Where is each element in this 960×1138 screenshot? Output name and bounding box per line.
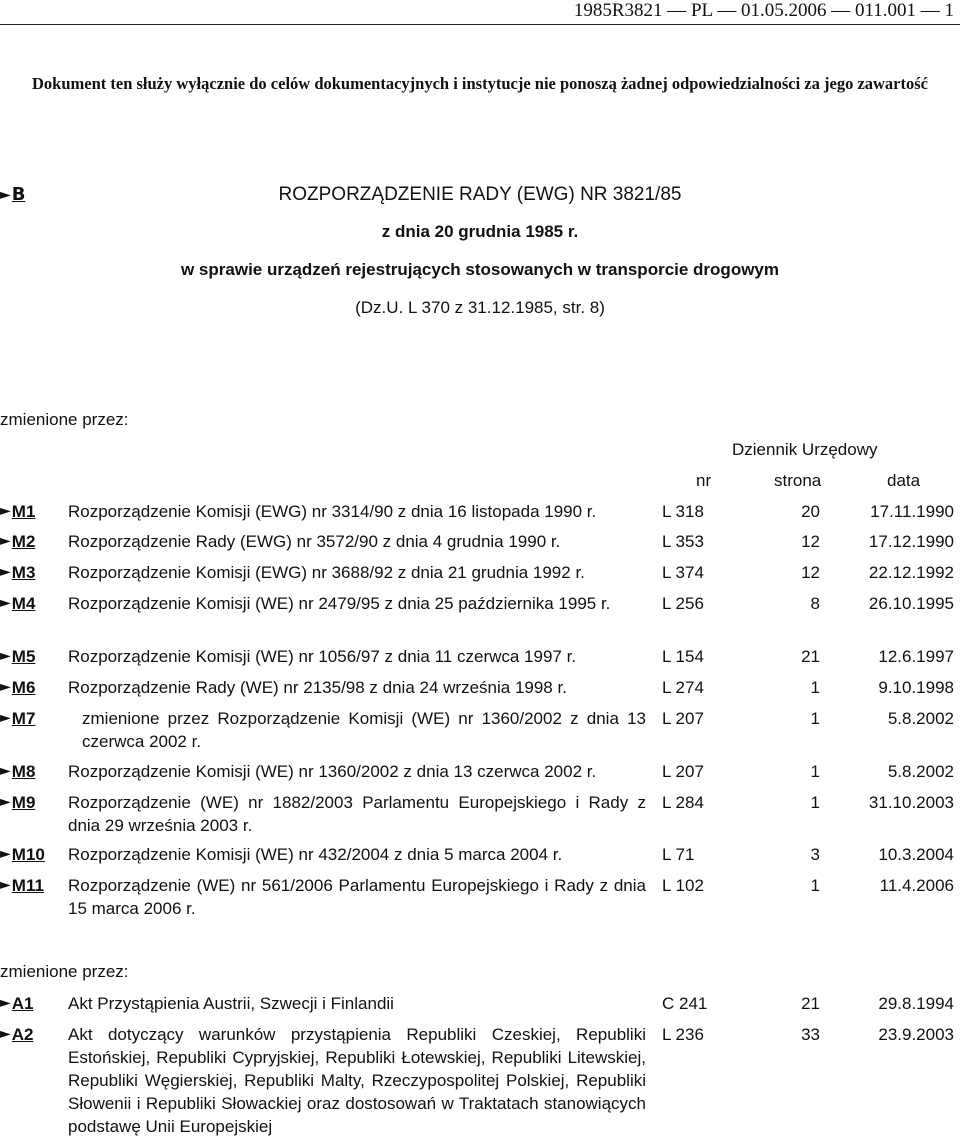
journal-date: 29.8.1994	[878, 994, 954, 1013]
amendment-description: zmienione przez Rozporządzenie Komisji (WE) nr 1360/2002 z dnia 13 czerwca 2002 r.	[82, 709, 646, 751]
journal-page: 21	[801, 994, 820, 1013]
journal-page: 8	[810, 594, 820, 613]
triangle-right-icon: ►	[0, 503, 11, 519]
amendment-description: Rozporządzenie Rady (WE) nr 2135/98 z dnia 24 września 1998 r.	[68, 678, 567, 697]
triangle-right-icon: ►	[0, 763, 11, 779]
journal-number: L 207	[662, 709, 704, 728]
journal-number: L 274	[662, 678, 704, 697]
journal-number: L 256	[662, 594, 704, 613]
triangle-right-icon: ►	[0, 710, 11, 726]
journal-page: 1	[810, 678, 820, 697]
journal-page: 12	[801, 532, 820, 551]
journal-page: 1	[810, 762, 820, 781]
triangle-right-icon: ►	[0, 1026, 11, 1042]
journal-date: 10.3.2004	[878, 845, 954, 864]
amendment-marker[interactable]	[0, 992, 34, 1015]
triangle-right-icon: ►	[0, 794, 11, 810]
journal-date: 17.12.1990	[868, 532, 954, 551]
marker-link[interactable]: A2	[11, 1025, 34, 1044]
base-marker-link[interactable]: B	[11, 184, 26, 205]
marker-link[interactable]: M5	[11, 647, 36, 666]
journal-page: 1	[810, 876, 820, 895]
journal-page: 1	[810, 793, 820, 812]
amendment-marker[interactable]	[0, 843, 45, 866]
triangle-right-icon: ►	[0, 679, 11, 695]
marker-link[interactable]: A1	[11, 994, 34, 1013]
journal-date: 5.8.2002	[887, 762, 954, 781]
amendment-marker[interactable]	[0, 791, 35, 814]
amendment-description: Rozporządzenie Komisji (WE) nr 1056/97 z dnia 11 czerwca 1997 r.	[68, 647, 577, 666]
marker-link[interactable]: M2	[11, 532, 36, 551]
journal-page: 3	[810, 845, 820, 864]
amendment-description: Rozporządzenie (WE) nr 1882/2003 Parlamentu Europejskiego i Rady z dnia 29 września 2003 r.	[68, 793, 646, 835]
column-data: data	[887, 471, 921, 490]
amendment-description: Rozporządzenie Komisji (WE) nr 432/2004 z dnia 5 marca 2004 r.	[68, 845, 563, 864]
marker-link[interactable]: M11	[11, 876, 44, 895]
journal-number: L 102	[662, 876, 704, 895]
journal-number: L 318	[662, 502, 704, 521]
amendment-description: Rozporządzenie Komisji (WE) nr 2479/95 z dnia 25 października 1995 r.	[68, 594, 611, 613]
journal-number: C 241	[662, 994, 708, 1013]
marker-link[interactable]: M9	[11, 793, 36, 812]
amendment-marker[interactable]	[0, 1023, 34, 1046]
journal-date: 11.4.2006	[879, 876, 954, 895]
amendment-marker[interactable]	[0, 561, 35, 584]
amendment-description: Akt Przystąpienia Austrii, Szwecji i Finlandii	[68, 994, 394, 1013]
marker-link[interactable]: M6	[11, 678, 36, 697]
amendment-description: Rozporządzenie (WE) nr 561/2006 Parlamentu Europejskiego i Rady z dnia 15 marca 2006 r.	[68, 876, 646, 918]
amendment-marker[interactable]	[0, 500, 35, 523]
regulation-date: z dnia 20 grudnia 1985 r.	[381, 222, 579, 241]
amendment-description: Rozporządzenie Rady (EWG) nr 3572/90 z dnia 4 grudnia 1990 r.	[68, 532, 561, 551]
marker-link[interactable]: M4	[11, 594, 36, 613]
amendment-description: Akt dotyczący warunków przystąpienia Republiki Czeskiej, Republiki Estońskiej, Republiki Cypryjskiej, Republiki Łotewskiej, Republiki Litewskiej, Republiki Węgierskiej, Republiki Malty, Rzeczypospolitej Polskiej, Republiki Słowenii i Republiki Słowackiej oraz dostosowań w Traktatach stanowiących podstawę Unii Europejskiej	[68, 1025, 646, 1136]
journal-date: 31.10.2003	[868, 793, 954, 812]
journal-page: 12	[801, 563, 820, 582]
journal-page: 21	[801, 647, 820, 666]
triangle-right-icon: ►	[0, 648, 11, 664]
triangle-right-icon: ►	[0, 564, 11, 580]
amendment-marker[interactable]	[0, 760, 35, 783]
journal-number: L 284	[662, 793, 704, 812]
marker-link[interactable]: M10	[11, 845, 45, 864]
marker-link[interactable]: M7	[11, 709, 36, 728]
journal-number: L 236	[662, 1025, 704, 1044]
header-divider	[0, 24, 960, 25]
amendment-marker[interactable]	[0, 645, 35, 668]
journal-page: 33	[801, 1025, 820, 1044]
triangle-right-icon: ►	[0, 595, 11, 611]
amendment-marker[interactable]	[0, 874, 44, 897]
column-nr: nr	[696, 471, 712, 490]
column-strona: strona	[774, 471, 822, 490]
journal-number: L 154	[662, 647, 704, 666]
regulation-reference: (Dz.U. L 370 z 31.12.1985, str. 8)	[355, 298, 605, 317]
document-header: 1985R3821 — PL — 01.05.2006 — 011.001 — 1	[573, 0, 954, 21]
journal-date: 26.10.1995	[868, 594, 954, 613]
journal-page: 20	[801, 502, 820, 521]
disclaimer: Dokument ten służy wyłącznie do celów dokumentacyjnych i instytucje nie ponoszą żadnej odpowiedzialności za jego zawartość	[32, 74, 928, 93]
journal-date: 12.6.1997	[878, 647, 954, 666]
regulation-subject: w sprawie urządzeń rejestrujących stosowanych w transporcie drogowym	[180, 260, 779, 279]
amendment-marker[interactable]	[0, 676, 35, 699]
triangle-right-icon: ►	[0, 877, 11, 893]
regulation-title: ROZPORZĄDZENIE RADY (EWG) NR 3821/85	[278, 184, 682, 205]
amended-by-label: zmienione przez:	[0, 410, 129, 429]
triangle-right-icon: ►	[0, 846, 11, 862]
triangle-right-icon: ►	[0, 533, 11, 549]
amendment-description: Rozporządzenie Komisji (EWG) nr 3688/92 z dnia 21 grudnia 1992 r.	[68, 563, 585, 582]
journal-number: L 207	[662, 762, 704, 781]
amendment-description: Rozporządzenie Komisji (WE) nr 1360/2002 z dnia 13 czerwca 2002 r.	[68, 762, 597, 781]
journal-date: 9.10.1998	[878, 678, 954, 697]
journal-date: 17.11.1990	[870, 502, 954, 521]
amendment-marker[interactable]	[0, 592, 35, 615]
amendment-description: Rozporządzenie Komisji (EWG) nr 3314/90 z dnia 16 listopada 1990 r.	[68, 502, 597, 521]
marker-link[interactable]: M3	[11, 563, 36, 582]
journal-number: L 353	[662, 532, 704, 551]
journal-header: Dziennik Urzędowy	[732, 440, 878, 459]
amendment-marker[interactable]	[0, 530, 35, 553]
amended-by-label-2: zmienione przez:	[0, 962, 129, 981]
journal-date: 5.8.2002	[887, 709, 954, 728]
journal-date: 22.12.1992	[868, 563, 954, 582]
journal-number: L 374	[662, 563, 704, 582]
journal-date: 23.9.2003	[878, 1025, 954, 1044]
amendment-marker[interactable]	[0, 707, 35, 730]
triangle-right-icon: ►	[0, 186, 11, 203]
marker-link[interactable]: M8	[11, 762, 36, 781]
marker-link[interactable]: M1	[11, 502, 36, 521]
triangle-right-icon: ►	[0, 995, 11, 1011]
journal-page: 1	[810, 709, 820, 728]
journal-number: L 71	[662, 845, 695, 864]
